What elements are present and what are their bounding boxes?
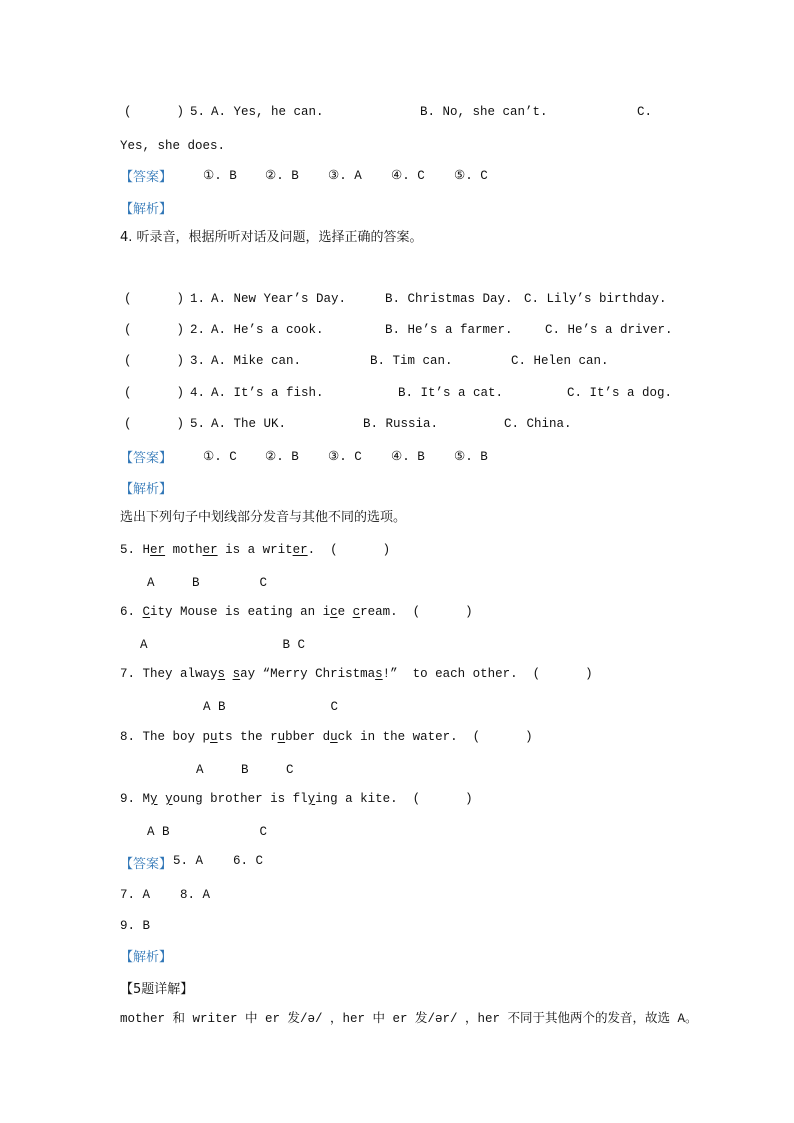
option-c: C. He’s a driver. [545,323,673,337]
pron-item-5-letters: A B C [147,576,268,590]
underlined-part-c: s [375,667,383,681]
underlined-part-b: u [277,730,286,744]
answer-paren[interactable]: ( ) [124,354,185,368]
text: !” to each other. ( ) [382,667,593,681]
answer-1: ①. B [203,169,237,183]
answers-line-3: 9. B [120,919,151,933]
underlined-part-a: C [142,605,151,619]
underlined-part-b: y [165,792,173,806]
item-number: 7. [120,667,136,681]
answer-3: ③. A [328,169,362,183]
underlined-part-a: u [210,730,218,744]
text: ing a kite. ( ) [315,792,473,806]
answer-5: ⑤. B [454,450,488,464]
option-c: C. China. [504,417,572,431]
option-b: B. Christmas Day. [385,292,513,306]
text: The boy p [142,730,211,744]
item-number: 9. [120,792,136,806]
answer-paren[interactable]: ( ) [124,292,185,306]
section-4-title: 4. 听录音，根据所听对话及问题，选择正确的答案。 [120,230,423,245]
option-c: C. Lily’s birthday. [524,292,667,306]
answer-label: 【答案】 [120,857,173,872]
text [225,667,233,681]
pron-item-9 [120,791,473,807]
underlined-part-c: y [307,792,316,806]
text: M [142,792,151,806]
text [158,792,166,806]
pronunciation-instruction: 选出下列句子中划线部分发音与其他不同的选项。 [120,510,407,525]
item-number: 6. [120,605,136,619]
text: ts the r [217,730,278,744]
option-c: C. It’s a dog. [567,386,673,400]
option-b: B. Russia. [363,417,439,431]
pron-item-6 [120,604,473,620]
underlined-part-b: c [330,605,338,619]
answer-label: 【答案】 [120,451,173,466]
text: . ( ) [307,543,391,557]
detail-text: mother 和 writer 中 er 发/ə/ ，her 中 er 发/ər/ ，her 不同于其他两个的发音，故选 A。 [120,1012,698,1026]
analysis-label: 【解析】 [120,482,173,497]
pron-item-7 [120,666,593,682]
underlined-part-b: s [232,667,241,681]
question-number: 2. [190,323,206,337]
answer-2: ②. B [265,450,299,464]
text: H [142,543,151,557]
option-b: B. He’s a farmer. [385,323,513,337]
text: They alway [142,667,218,681]
text: bber d [285,730,331,744]
text: ay “Merry Christma [240,667,376,681]
option-b: B. It’s a cat. [398,386,504,400]
underlined-part-a: er [150,543,166,557]
answer-paren[interactable]: ( ) [124,323,185,337]
option-c-text: Yes, she does. [120,139,226,153]
underlined-part-c: er [292,543,308,557]
underlined-part-c: u [330,730,338,744]
text: ck in the water. ( ) [337,730,533,744]
text: oung brother is fl [172,792,308,806]
analysis-label: 【解析】 [120,950,173,965]
text: ity Mouse is eating an i [150,605,331,619]
answer-paren[interactable]: ( ) [124,105,185,119]
pron-item-8-letters: A B C [196,763,294,777]
answer-paren[interactable]: ( ) [124,386,185,400]
answers-line-1: 5. A 6. C [173,854,264,868]
text: ream. ( ) [360,605,473,619]
answer-3: ③. C [328,450,362,464]
answer-5: ⑤. C [454,169,488,183]
option-c-label: C. [637,105,653,119]
underlined-part-a: s [217,667,226,681]
pron-item-6-letters: A B C [140,638,306,652]
option-b: B. No, she can’t. [420,105,548,119]
underlined-part-a: y [150,792,158,806]
pron-item-5 [120,542,390,558]
pron-item-7-letters: A B C [203,700,339,714]
question-number: 3. [190,354,206,368]
underlined-part-b: er [202,543,218,557]
question-number: 1. [190,292,206,306]
text: moth [165,543,203,557]
question-number: 5. [190,417,206,431]
underlined-part-c: c [352,605,361,619]
pron-item-8 [120,729,533,745]
answers-line-2: 7. A 8. A [120,888,211,902]
item-number: 5. [120,543,136,557]
option-a: A. He’s a cook. [211,323,324,337]
pron-item-9-letters: A B C [147,825,268,839]
option-a: A. Yes, he can. [211,105,324,119]
answer-4: ④. B [391,450,425,464]
analysis-label: 【解析】 [120,202,173,217]
option-b: B. Tim can. [370,354,453,368]
answer-4: ④. C [391,169,425,183]
text: is a writ [217,543,293,557]
option-a: A. The UK. [211,417,287,431]
option-c: C. Helen can. [511,354,609,368]
answer-1: ①. C [203,450,237,464]
question-number: 5. [190,105,206,119]
text: e [337,605,353,619]
answer-label: 【答案】 [120,170,173,185]
option-a: A. New Year’s Day. [211,292,347,306]
answer-2: ②. B [265,169,299,183]
item-number: 8. [120,730,136,744]
detail-label: 【5题详解】 [120,982,194,997]
question-number: 4. [190,386,206,400]
option-a: A. Mike can. [211,354,302,368]
answer-paren[interactable]: ( ) [124,417,185,431]
option-a: A. It’s a fish. [211,386,324,400]
